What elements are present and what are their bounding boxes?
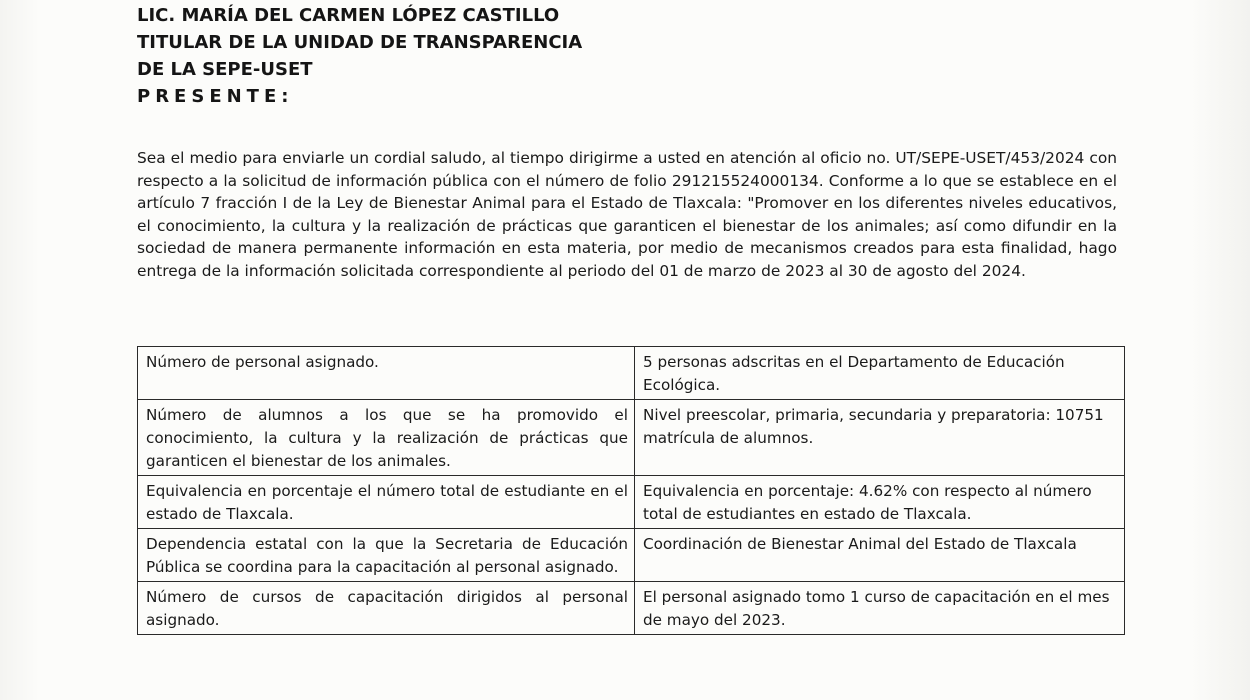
table-cell-label: Número de personal asignado.	[138, 347, 635, 400]
table-cell-label: Dependencia estatal con la que la Secretaria de Educación Pública se coordina para la capacitación al personal asignado.	[138, 529, 635, 582]
addressee-title: TITULAR DE LA UNIDAD DE TRANSPARENCIA	[137, 32, 583, 53]
table-row	[138, 582, 1125, 635]
table-cell-label: Número de alumnos a los que se ha promovido el conocimiento, la cultura y la realización de prácticas que garanticen el bienestar de los animales.	[138, 400, 635, 476]
table-cell-label: Número de cursos de capacitación dirigidos al personal asignado.	[138, 582, 635, 635]
table-row	[138, 400, 1125, 476]
table-row	[138, 347, 1125, 400]
addressee-block	[137, 2, 582, 110]
addressee-greeting: PRESENTE:	[137, 86, 294, 107]
table-cell-value: Nivel preescolar, primaria, secundaria y preparatoria: 10751 matrícula de alumnos.	[635, 400, 1125, 476]
addressee-organization: DE LA SEPE-USET	[137, 59, 313, 80]
addressee-name: LIC. MARÍA DEL CARMEN LÓPEZ CASTILLO	[137, 5, 560, 26]
table-row	[138, 529, 1125, 582]
body-paragraph: Sea el medio para enviarle un cordial saludo, al tiempo dirigirme a usted en atención al oficio no. UT/SEPE-USET/453/2024 con respecto a la solicitud de información pública con el número de folio 291215524000134. Conforme a lo que se establece en el artículo 7 fracción I de la Ley de Bienestar Animal para el Estado de Tlaxcala: "Promover en los diferentes niveles educativos, el conocimiento, la cultura y la realización de prácticas que garanticen el bienestar de los animales; así como difundir en la sociedad de manera permanente información en esta materia, por medio de mecanismos creados para esta finalidad, hago entrega de la información solicitada correspondiente al periodo del 01 de marzo de 2023 al 30 de agosto del 2024.	[137, 149, 1117, 280]
information-table	[137, 346, 1125, 635]
table-cell-value: 5 personas adscritas en el Departamento de Educación Ecológica.	[635, 347, 1125, 400]
table-cell-value: Equivalencia en porcentaje: 4.62% con respecto al número total de estudiantes en estado de Tlaxcala.	[635, 476, 1125, 529]
table-row	[138, 476, 1125, 529]
table-cell-value: El personal asignado tomo 1 curso de capacitación en el mes de mayo del 2023.	[635, 582, 1125, 635]
table-cell-value: Coordinación de Bienestar Animal del Estado de Tlaxcala	[635, 529, 1125, 582]
table-cell-label: Equivalencia en porcentaje el número total de estudiante en el estado de Tlaxcala.	[138, 476, 635, 529]
